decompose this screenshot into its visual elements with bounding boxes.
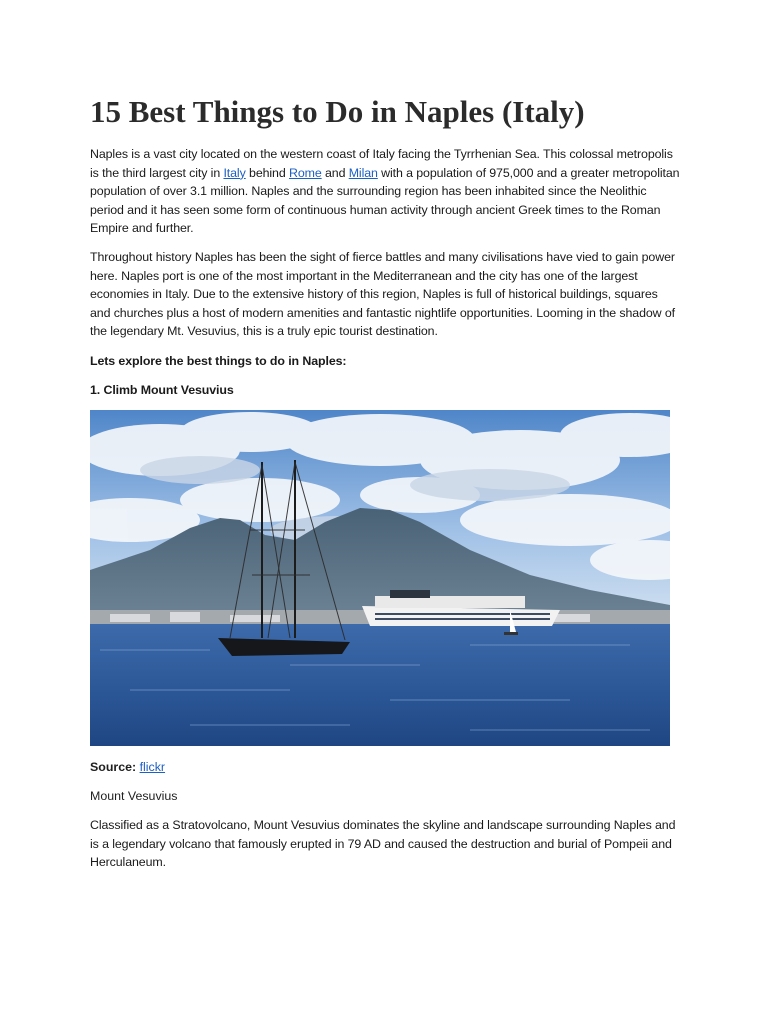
intro-text-4: with a population of 975,000 and a greater metropolitan population of over 3.1 million. Naples and the surrounding region has been inhabited since the Neolithic period and it has seen some form of continuous human activity through ancient Greek times to the Roman Empire and further. xyxy=(90,165,680,236)
image-source xyxy=(90,758,165,776)
source-link-flickr[interactable]: flickr xyxy=(139,760,166,774)
intro-text-2: behind xyxy=(245,165,289,180)
vesuvius-photo xyxy=(90,410,670,746)
intro-text-3: and xyxy=(321,165,349,180)
vesuvius-paragraph: Classified as a Stratovolcano, Mount Vesuvius dominates the skyline and landscape surrounding Naples and is a legendary volcano that famously erupted in 79 AD and caused the destruction and burial of Pompeii and Herculaneum. xyxy=(90,818,676,870)
link-rome[interactable]: Rome xyxy=(288,165,322,180)
source-label: Source: xyxy=(90,760,140,774)
link-milan[interactable]: Milan xyxy=(348,165,378,180)
intro-text-1: Naples is a vast city located on the western coast of Italy facing the Tyrrhenian Sea. This colossal metropolis is the third largest city in xyxy=(90,147,673,180)
section-heading-vesuvius: 1. Climb Mount Vesuvius xyxy=(90,383,234,397)
page-title: 15 Best Things to Do in Naples (Italy) xyxy=(90,94,585,129)
history-paragraph: Throughout history Naples has been the sight of fierce battles and many civilisations have vied to gain power here. Naples port is one of the most important in the Mediterranean and the city has one of the largest economies in Italy. Due to the extensive history of this region, Naples is full of historical buildings, squares and churches plus a host of modern amenities and fantastic nightlife opportunities. Looming in the shadow of the legendary Mt. Vesuvius, this is a truly epic tourist destination. xyxy=(90,250,676,339)
image-caption: Mount Vesuvius xyxy=(90,789,178,803)
explore-line: Lets explore the best things to do in Naples: xyxy=(90,354,347,368)
link-italy[interactable]: Italy xyxy=(223,165,246,180)
intro-paragraph xyxy=(90,145,680,238)
